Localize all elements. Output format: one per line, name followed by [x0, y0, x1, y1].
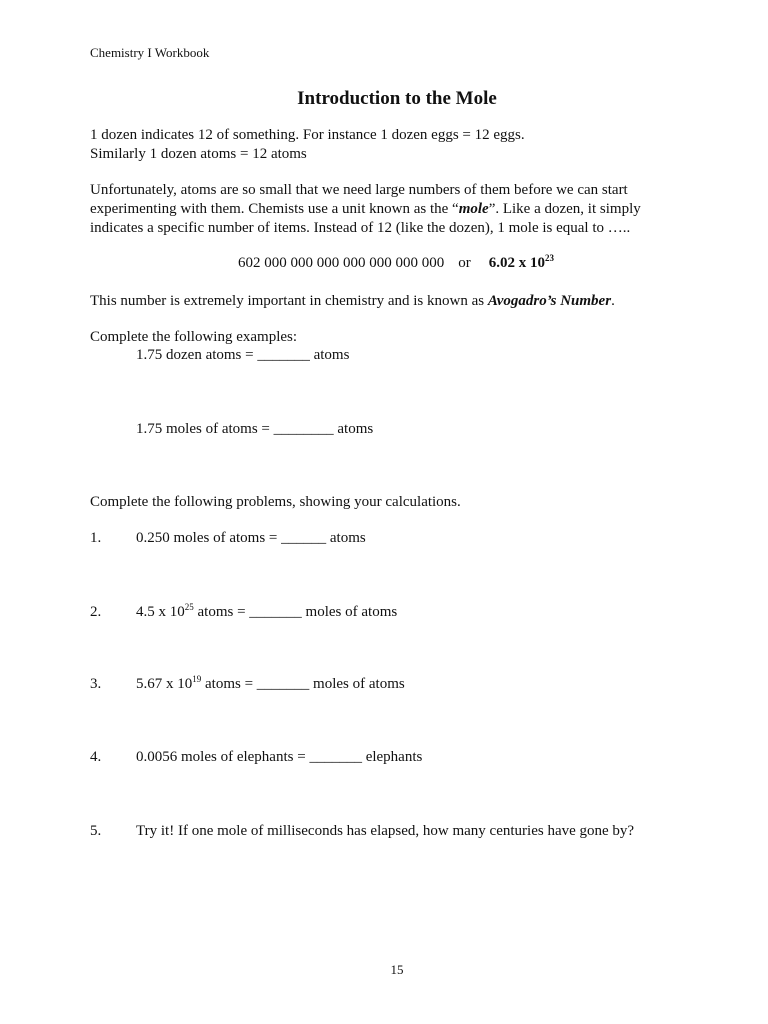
intro-paragraph — [90, 126, 525, 164]
problem-2-exponent: 25 — [184, 602, 194, 612]
avogadro-long-form: 602 000 000 000 000 000 000 000 — [238, 255, 445, 271]
mole-term: mole — [458, 201, 489, 217]
example-1-text: 1.75 dozen atoms = — [136, 347, 258, 363]
problem-5: Try it! If one mole of milliseconds has elapsed, how many centuries have gone by? — [136, 823, 635, 839]
avogadro-sci-base: 6.02 x 10 — [488, 255, 545, 271]
running-header: Chemistry I Workbook — [90, 45, 210, 60]
example-1-unit: atoms — [309, 347, 350, 363]
problem-4-text: 0.0056 moles of elephants = — [136, 749, 310, 765]
problem-5-number: 5. — [90, 823, 102, 839]
problem-2 — [136, 604, 397, 621]
problem-1-unit: atoms — [326, 530, 366, 546]
problem-2-base: 4.5 x 10 — [136, 604, 185, 620]
example-2-text: 1.75 moles of atoms = — [136, 421, 274, 437]
problem-4-unit: elephants — [361, 749, 423, 765]
problem-3-unit: moles of atoms — [309, 676, 405, 692]
problem-1-number: 1. — [90, 530, 102, 546]
problem-4-blank[interactable]: _______ — [309, 749, 362, 765]
problem-3-blank[interactable]: _______ — [256, 676, 310, 692]
problem-2-unit: moles of atoms — [301, 604, 398, 620]
examples-heading: Complete the following examples: — [90, 329, 298, 345]
problem-3-number: 3. — [90, 676, 102, 692]
problem-2-blank[interactable]: _______ — [249, 604, 302, 620]
avogadro-term: Avogadro’s Number — [487, 293, 612, 309]
problems-heading: Complete the following problems, showing your calculations. — [90, 494, 461, 510]
mole-def-line-3: indicates a specific number of items. Instead of 12 (like the dozen), 1 mole is equal to ….. — [90, 220, 631, 236]
problem-2-number: 2. — [90, 604, 102, 620]
example-1 — [136, 347, 349, 364]
avogadro-scientific — [489, 255, 554, 271]
mole-definition-paragraph — [90, 181, 641, 238]
mole-def-line-1: Unfortunately, atoms are so small that we need large numbers of them before we can start — [90, 182, 628, 198]
problem-4 — [136, 749, 422, 766]
example-2 — [136, 421, 373, 438]
importance-pre: This number is extremely important in chemistry and is known as — [90, 293, 488, 309]
example-2-blank[interactable]: ________ — [273, 421, 334, 437]
page-number: 15 — [390, 962, 404, 977]
problem-1 — [136, 530, 366, 547]
page-title: Introduction to the Mole — [297, 88, 497, 109]
importance-post: . — [611, 293, 615, 309]
mole-def-line-2-post: ”. Like a dozen, it simply — [488, 201, 641, 217]
problem-3-base: 5.67 x 10 — [136, 676, 193, 692]
problem-3-exponent: 19 — [192, 674, 202, 684]
intro-line-2: Similarly 1 dozen atoms = 12 atoms — [90, 146, 307, 162]
mole-def-line-2-pre: experimenting with them. Chemists use a unit known as the “ — [90, 201, 459, 217]
intro-line-1: 1 dozen indicates 12 of something. For instance 1 dozen eggs = 12 eggs. — [90, 127, 525, 143]
mole-def-line-2 — [90, 200, 641, 219]
avogadro-sci-exponent: 23 — [545, 253, 554, 263]
example-2-unit: atoms — [333, 421, 374, 437]
importance-sentence — [90, 292, 615, 311]
problem-1-blank[interactable]: ______ — [281, 530, 327, 546]
problem-4-number: 4. — [90, 749, 102, 765]
example-1-blank[interactable]: _______ — [257, 347, 310, 363]
problem-3-mid: atoms = — [201, 676, 257, 692]
problem-3 — [136, 676, 405, 693]
problem-1-text: 0.250 moles of atoms = — [136, 530, 282, 546]
avogadro-or: or — [458, 255, 471, 271]
avogadro-number-line — [238, 255, 554, 272]
problem-2-mid: atoms = — [193, 604, 250, 620]
